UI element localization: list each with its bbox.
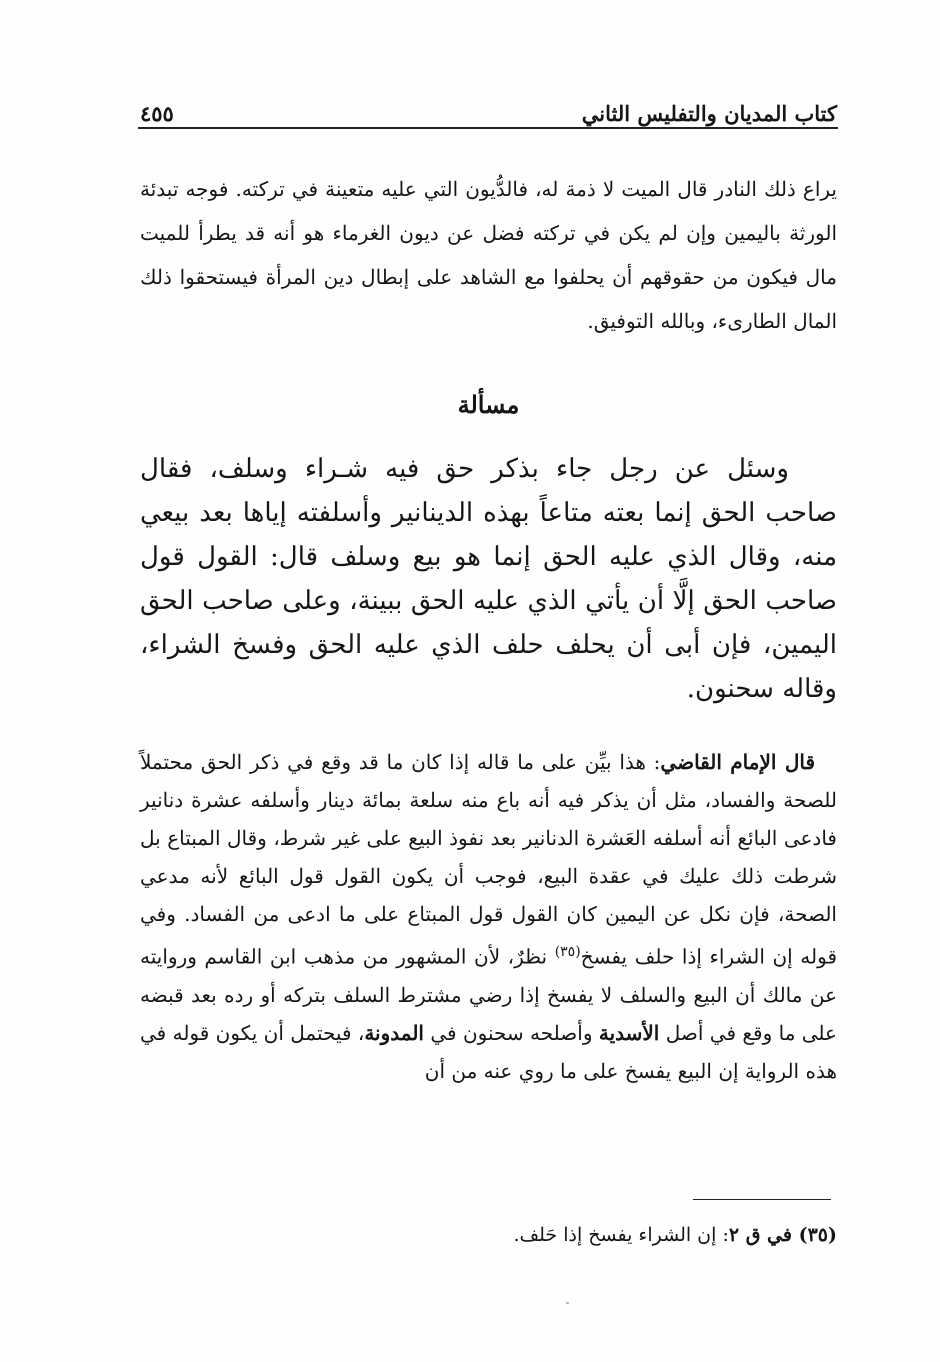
footnote-divider bbox=[693, 1199, 831, 1200]
commentary-text-part: : هذا بيِّن على ما قاله إذا كان ما قد وقع في ذكر الحق محتملاً للصحة والفساد، مثل أن يذكر فيه أنه باع منه سلعة بمائة دينار وأسلفه عشرة دنانير فادعى البائع أنه أسلفه العَشرة الدنانير بعد نفوذ البيع على غير شرط، وقال المبتاع بل شرطت ذلك عليك في عقدة البيع، فوجب أن يكون القول قول البائع لأنه مدعي الصحة، فإن نكل عن اليمين كان القول قول المبتاع على ما ادعى من الفساد. وفي قوله إن الشراء إذا حلف يفسخ bbox=[140, 750, 837, 969]
intro-section bbox=[140, 167, 837, 343]
source-title-mudawwana: المدونة bbox=[364, 1020, 424, 1045]
header-divider bbox=[138, 127, 838, 129]
commentary-text-part: وأصلحه سحنون في bbox=[424, 1020, 599, 1045]
scan-speck bbox=[566, 1302, 569, 1304]
footnote-text: : إن الشراء يفسخ إذا حَلف. bbox=[513, 1224, 729, 1246]
source-title-asadiya: الأسدية bbox=[598, 1020, 660, 1045]
commentary-text-part: نظرٌ، لأن المشهور من مذهب ابن القاسم وروايته عن مالك أن البيع والسلف لا يفسخ إذا رضي مشترط السلف بتركه أو رده بعد قبضه على ما وقع في أصل bbox=[140, 944, 837, 1045]
running-title: كتاب المديان والتفليس الثاني bbox=[581, 101, 837, 126]
commentary-text-part: ، فيحتمل أن يكون قوله في هذه الرواية إن البيع يفسخ على ما روي عنه من أن bbox=[140, 1020, 837, 1083]
footnote-marker: (٣٥) في ق ٢ bbox=[728, 1224, 837, 1246]
question-section bbox=[140, 447, 837, 711]
commentary-section bbox=[140, 743, 837, 1090]
commentary-paragraph bbox=[140, 743, 837, 1090]
page-number: ٤٥٥ bbox=[140, 101, 174, 126]
intro-paragraph: يراع ذلك النادر قال الميت لا ذمة له، فالدُّيون التي عليه متعينة في تركته. فوجه تبدئة الورثة باليمين وإن لم يكن في تركته فضل عن ديون الغرماء هو أنه قد يطرأ للميت مال فيكون من حقوقهم أن يحلفوا مع الشاهد على إبطال دين المرأة فيستحقوا ذلك المال الطارىء، وبالله التوفيق. bbox=[140, 177, 837, 333]
page-header bbox=[140, 92, 837, 126]
speaker-label: قال الإمام القاضي bbox=[660, 750, 815, 774]
footnote bbox=[140, 1224, 837, 1246]
question-paragraph: وسئل عن رجل جاء بذكر حق فيه شـراء وسلف، فقال صاحب الحق إنما بعته متاعاً بهذه الدينانير وأسلفته إياها بعد بيعي منه، وقال الذي عليه الحق إنما هو بيع وسلف قال: القول قول صاحب الحق إلَّا أن يأتي الذي عليه الحق ببينة، وعلى صاحب الحق اليمين، فإن أبى أن يحلف حلف الذي عليه الحق وفسخ الشراء، وقاله سحنون. bbox=[140, 454, 837, 704]
section-heading: مسألة bbox=[457, 390, 520, 419]
footnote-reference[interactable]: (٣٥) bbox=[554, 944, 581, 960]
